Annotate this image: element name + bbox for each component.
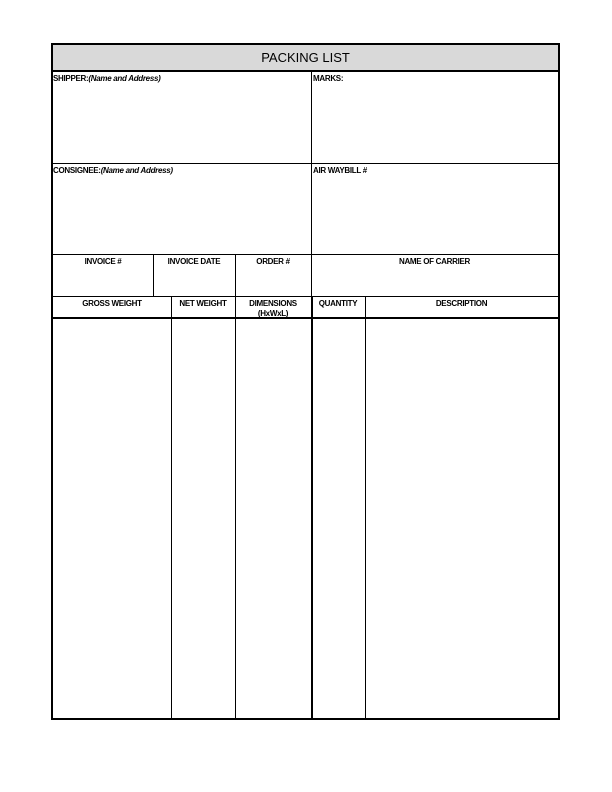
invoice-date-field[interactable] bbox=[154, 268, 234, 295]
invoice-row-top bbox=[53, 254, 558, 255]
packing-list-form bbox=[51, 43, 560, 720]
marks-label: MARKS: bbox=[313, 74, 344, 83]
carrier-name-field[interactable] bbox=[313, 268, 558, 295]
dimensions-column[interactable] bbox=[237, 320, 310, 718]
invoice-number-header: INVOICE # bbox=[84, 257, 122, 266]
quantity-column[interactable] bbox=[314, 320, 364, 718]
invoice-date-header: INVOICE DATE bbox=[167, 257, 221, 266]
order-number-field[interactable] bbox=[236, 268, 310, 295]
consignee-field[interactable] bbox=[54, 176, 309, 253]
col-divider-qty-desc bbox=[365, 296, 366, 720]
carrier-name-header: NAME OF CARRIER bbox=[398, 257, 471, 266]
quantity-header: QUANTITY bbox=[318, 299, 358, 308]
gross-weight-header: GROSS WEIGHT bbox=[82, 299, 142, 308]
description-column[interactable] bbox=[367, 320, 558, 718]
column-header-top bbox=[53, 296, 558, 297]
dimensions-header: DIMENSIONS (HxWxL) bbox=[235, 299, 311, 319]
shipper-field[interactable] bbox=[54, 84, 309, 162]
shipper-consignee-divider bbox=[53, 163, 558, 164]
col-divider-gross-net bbox=[171, 296, 172, 720]
air-waybill-field[interactable] bbox=[314, 176, 558, 253]
dimensions-subheader: (HxWxL) bbox=[257, 309, 289, 318]
net-weight-header: NET WEIGHT bbox=[179, 299, 227, 308]
description-header: DESCRIPTION bbox=[435, 299, 488, 308]
col-divider-dim-qty bbox=[311, 296, 313, 720]
invoice-number-field[interactable] bbox=[54, 268, 152, 295]
marks-field[interactable] bbox=[314, 84, 558, 162]
form-title: PACKING LIST bbox=[53, 45, 558, 72]
shipper-label: SHIPPER:(Name and Address) bbox=[53, 74, 161, 83]
order-number-header: ORDER # bbox=[256, 257, 290, 266]
gross-weight-column[interactable] bbox=[54, 320, 170, 718]
consignee-label: CONSIGNEE:(Name and Address) bbox=[53, 166, 173, 175]
air-waybill-label: AIR WAYBILL # bbox=[313, 166, 367, 175]
net-weight-column[interactable] bbox=[173, 320, 234, 718]
col-divider-net-dim bbox=[235, 296, 236, 720]
